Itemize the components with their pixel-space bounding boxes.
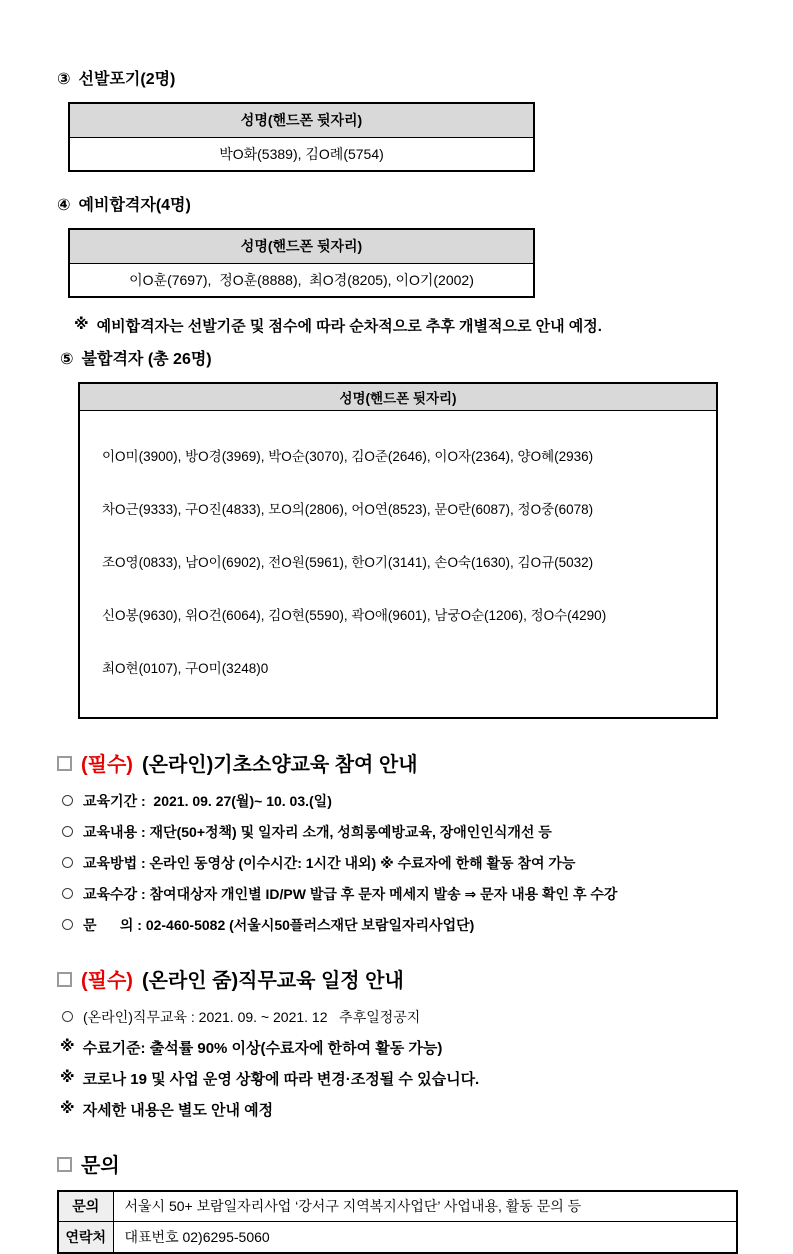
edu-job-note-detail (60, 1099, 793, 1120)
edu-basic-bullet-contact (62, 915, 793, 935)
star-marker-icon: ※ (60, 1099, 75, 1117)
circle-bullet-icon (62, 857, 73, 868)
inquiry-table (57, 1190, 738, 1254)
table-header-row (69, 229, 534, 263)
circle-bullet-icon (62, 826, 73, 837)
circle-bullet-icon (62, 795, 73, 806)
contact-value-cell: 대표번호 02)6295-5060 (113, 1222, 737, 1253)
note-text: 코로나 19 및 사업 운영 상황에 따라 변경·조정될 수 있습니다. (82, 1070, 480, 1088)
required-label: (필수) (81, 969, 133, 992)
withdrawal-names: 박O화(5389), 김O례(5754) (69, 137, 534, 171)
circle-bullet-icon (62, 888, 73, 899)
failed-table (78, 382, 718, 719)
table-row (79, 410, 717, 718)
inquiry-heading (57, 1149, 793, 1178)
waitlist-table (68, 228, 535, 298)
circled-4-marker: ④ (57, 197, 71, 214)
required-label: (필수) (81, 753, 133, 776)
contact-label-cell: 연락처 (58, 1222, 113, 1253)
star-marker-icon: ※ (60, 1068, 75, 1086)
edu-job-heading (57, 964, 793, 993)
inquiry-value-cell: 서울시 50+ 보람일자리사업 ‘강서구 지역복지사업단’ 사업내용, 활동 문의 등 (113, 1191, 737, 1222)
edu-basic-bullet-period (62, 791, 793, 811)
edu-basic-bullet-method (62, 853, 793, 873)
waitlist-note-text: 예비합격자는 선발기준 및 점수에 따라 순차적으로 추후 개별적으로 안내 예정. (96, 318, 602, 335)
name-column-header: 성명(핸드폰 뒷자리) (69, 229, 534, 263)
edu-job-title: (온라인 줌)직무교육 일정 안내 (141, 969, 404, 992)
bullet-text: 문 의 : 02-460-5082 (서울시50플러스재단 보람일자리사업단) (83, 916, 475, 933)
table-header-row (69, 103, 534, 137)
section-failed-heading (60, 346, 793, 369)
failed-names-line: 최O현(0107), 구O미(3248)0 (102, 660, 269, 676)
failed-names-line: 신O봉(9630), 위O건(6064), 김O현(5590), 곽O애(9601), 남궁O순(1206), 정O수(4290) (102, 607, 607, 623)
section-waitlist-heading (57, 192, 793, 215)
bullet-text: (온라인)직무교육 : 2021. 09. ~ 2021. 12 추후일정공지 (83, 1008, 421, 1025)
withdrawal-table (68, 102, 535, 172)
circled-3-marker: ③ (57, 71, 71, 88)
failed-names-cell (79, 410, 717, 718)
failed-names-line: 차O근(9333), 구O진(4833), 모O의(2806), 어O연(8523), 문O란(6087), 정O중(6078) (102, 501, 594, 517)
edu-basic-heading (57, 748, 793, 777)
section-withdrawal-heading (57, 0, 793, 89)
section-waitlist-title: 예비합격자(4명) (78, 197, 191, 214)
table-row (69, 263, 534, 297)
table-row (58, 1222, 737, 1253)
failed-names-line: 조O영(0833), 남O이(6902), 전O원(5961), 한O기(3141), 손O숙(1630), 김O규(5032) (102, 554, 594, 570)
table-header-row (79, 383, 717, 410)
circled-5-marker: ⑤ (60, 351, 74, 368)
failed-names-line: 이O미(3900), 방O경(3969), 박O순(3070), 김O준(2646), 이O자(2364), 양O혜(2936) (102, 448, 594, 464)
name-column-header: 성명(핸드폰 뒷자리) (69, 103, 534, 137)
circle-bullet-icon (62, 919, 73, 930)
note-text: 자세한 내용은 별도 안내 예정 (82, 1101, 274, 1119)
inquiry-label-cell: 문의 (58, 1191, 113, 1222)
bullet-text: 교육내용 : 재단(50+정책) 및 일자리 소개, 성희롱예방교육, 장애인인식개선 등 (83, 823, 552, 840)
edu-basic-title: (온라인)기초소양교육 참여 안내 (141, 753, 418, 776)
bullet-text: 교육방법 : 온라인 동영상 (이수시간: 1시간 내외) ※ 수료자에 한해 활동 참여 가능 (83, 854, 576, 871)
section-failed-title: 불합격자 (총 26명) (81, 351, 212, 368)
star-marker-icon: ※ (60, 1037, 75, 1055)
inquiry-title: 문의 (81, 1154, 120, 1177)
square-bullet-icon (57, 756, 72, 771)
bullet-text: 교육수강 : 참여대상자 개인별 ID/PW 발급 후 문자 메세지 발송 ⇒ 문자 내용 확인 후 수강 (83, 885, 618, 902)
edu-job-note-completion (60, 1037, 793, 1058)
circle-bullet-icon (62, 1011, 73, 1022)
name-column-header: 성명(핸드폰 뒷자리) (79, 383, 717, 410)
edu-basic-bullet-content (62, 822, 793, 842)
square-bullet-icon (57, 972, 72, 987)
table-row (58, 1191, 737, 1222)
star-marker-icon: ※ (74, 316, 89, 333)
section-withdrawal-title: 선발포기(2명) (78, 71, 176, 88)
table-row (69, 137, 534, 171)
waitlist-note (74, 315, 793, 336)
edu-job-note-covid (60, 1068, 793, 1089)
square-bullet-icon (57, 1157, 72, 1172)
waitlist-names: 이O훈(7697), 정O훈(8888), 최O경(8205), 이O기(2002) (69, 263, 534, 297)
bullet-text: 교육기간 : 2021. 09. 27(월)~ 10. 03.(일) (83, 792, 332, 809)
edu-job-bullet-schedule (62, 1007, 793, 1027)
note-text: 수료기준: 출석률 90% 이상(수료자에 한하여 활동 가능) (82, 1039, 443, 1057)
edu-basic-bullet-attend (62, 884, 793, 904)
